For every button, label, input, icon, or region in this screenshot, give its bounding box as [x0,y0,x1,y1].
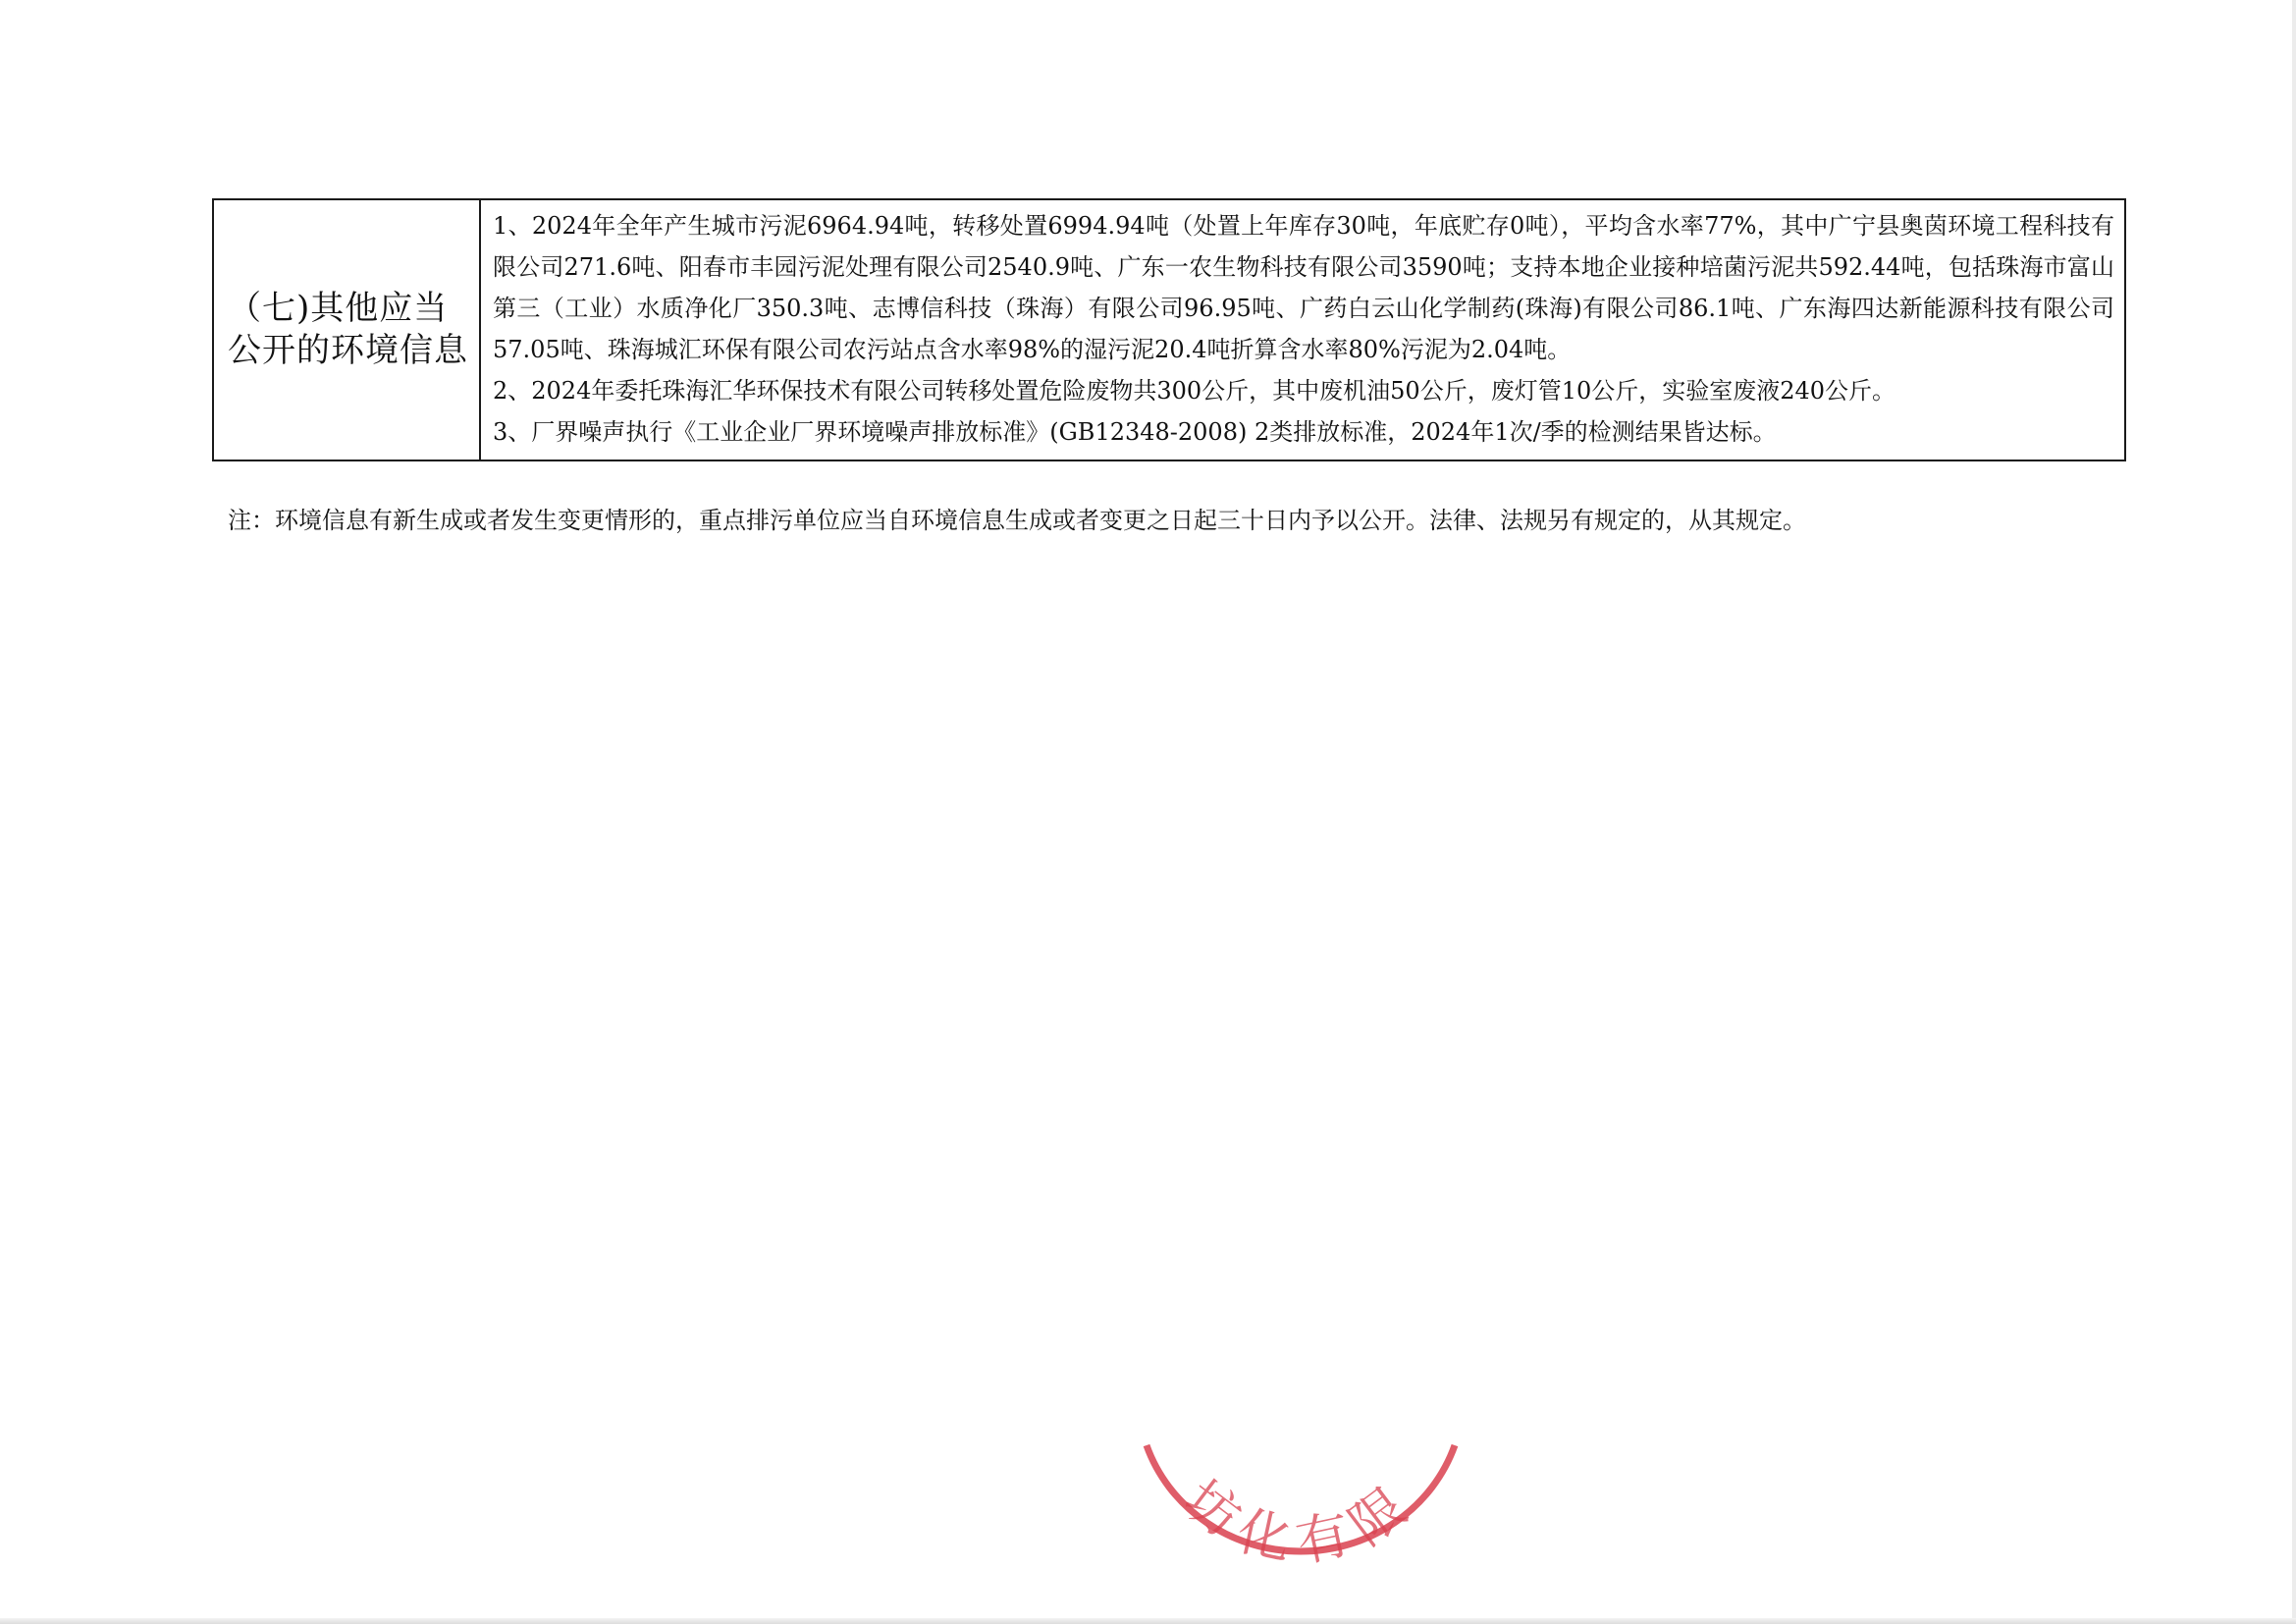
content-paragraph-3: 3、厂界噪声执行《工业企业厂界环境噪声排放标准》(GB12348-2008) 2类排放标准，2024年1次/季的检测结果皆达标。 [493,418,1777,446]
content-paragraph-1: 1、2024年全年产生城市污泥6964.94吨，转移处置6994.94吨（处置上年库存30吨，年底贮存0吨），平均含水率77%，其中广宁县奥茵环境工程科技有限公司271.6吨、阳春市丰园污泥处理有限公司2540.9吨、广东一农生物科技有限公司3590吨；支持本地企业接种培菌污泥共592.44吨，包括珠海市富山第三（工业）水质净化厂350.3吨、志博信科技（珠海）有限公司96.95吨、广药白云山化学制药(珠海)有限公司86.1吨、广东海四达新能源科技有限公司57.05吨、珠海城汇环保有限公司农污站点含水率98%的湿污泥20.4吨折算含水率80%污泥为2.04吨。 [493,212,2114,363]
page-edge [2292,0,2296,1624]
svg-text:坊化有限: 坊化有限 [1172,1467,1429,1571]
page-edge [0,1618,2296,1624]
footnote: 注：环境信息有新生成或者发生变更情形的，重点排污单位应当自环境信息生成或者变更之日起三十日内予以公开。法律、法规另有规定的，从其规定。 [228,507,1806,534]
company-seal-stamp [1139,1434,1463,1571]
info-table [212,198,2126,461]
content-paragraph-2: 2、2024年委托珠海汇华环保技术有限公司转移处置危险废物共300公斤，其中废机油50公斤，废灯管10公斤，实验室废液240公斤。 [493,377,1896,405]
row-content [480,199,2125,460]
row-label: （七)其他应当公开的环境信息 [213,199,480,460]
table-row [213,199,2125,460]
